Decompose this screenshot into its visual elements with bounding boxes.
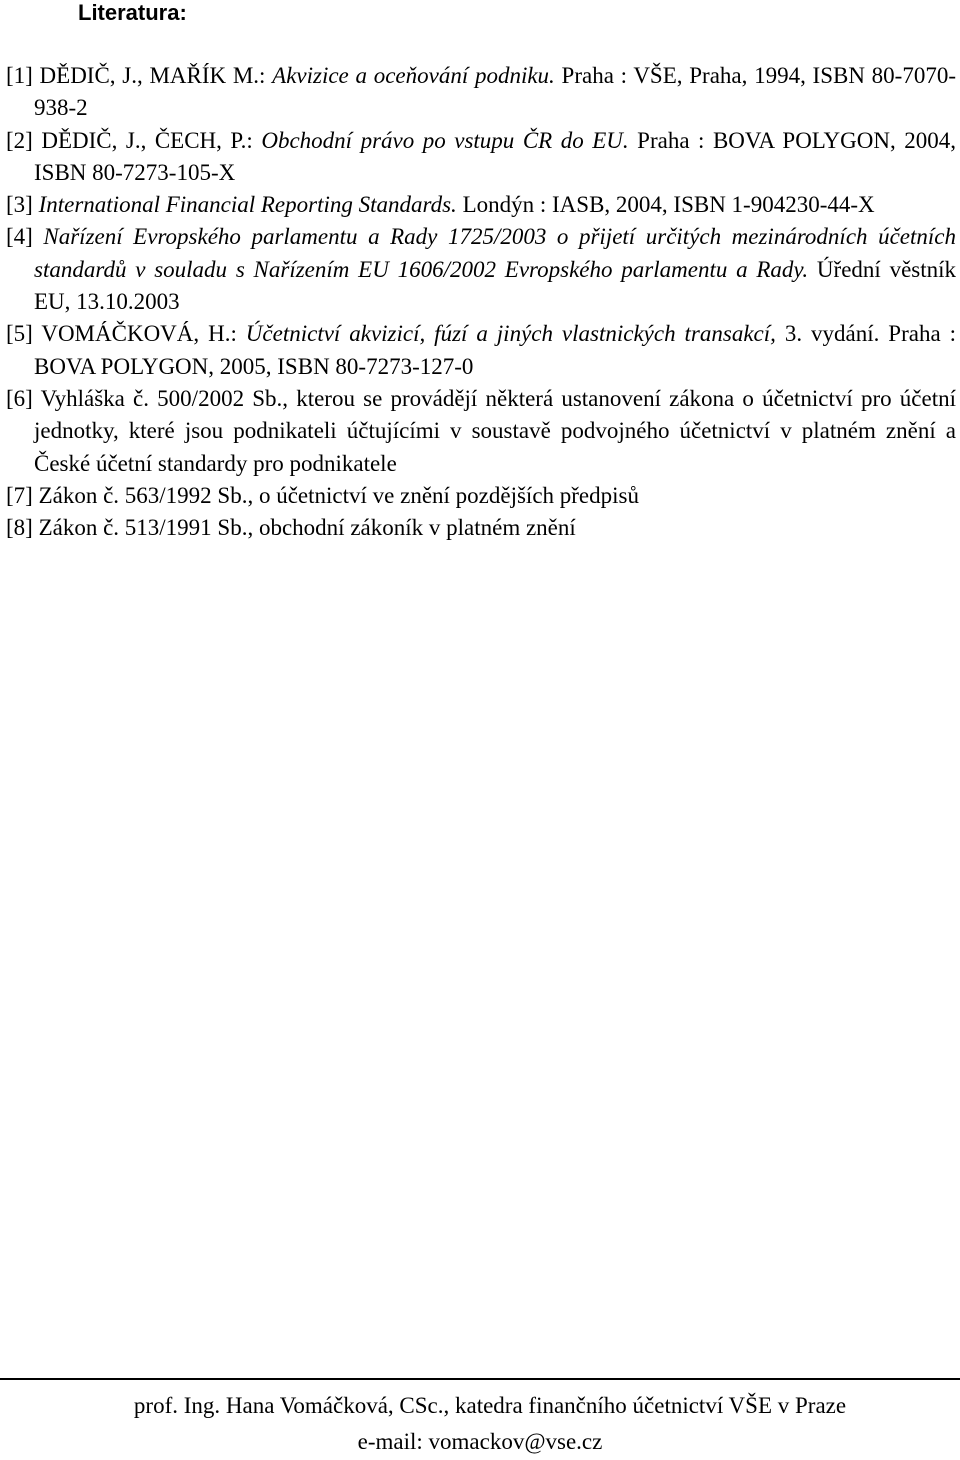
reference-item-5 — [0, 318, 956, 383]
reference-title: International Financial Reporting Standards. — [38, 192, 457, 218]
reference-authors: [1] DĚDIČ, J., MAŘÍK M.: — [6, 63, 273, 88]
reference-item-1 — [0, 60, 956, 125]
reference-publication: Londýn : IASB, 2004, ISBN 1-904230-44-X — [456, 192, 875, 218]
reference-list — [0, 60, 956, 544]
reference-publication: Úřední věstník EU, 13.10.2003 — [34, 256, 957, 315]
reference-item-2 — [0, 125, 956, 190]
section-heading: Literatura: — [78, 0, 187, 25]
reference-text: [8] Zákon č. 513/1991 Sb., obchodní zákoník v platném znění — [6, 515, 576, 541]
reference-item-4 — [0, 221, 956, 318]
reference-authors: [2] DĚDIČ, J., ČECH, P.: — [6, 127, 262, 153]
reference-publication: 3. vydání. Praha : BOVA POLYGON, 2005, ISBN 80-7273-127-0 — [34, 321, 957, 379]
reference-title: Obchodní právo po vstupu ČR do EU. — [261, 127, 629, 153]
page-footer — [0, 1388, 960, 1460]
reference-title: Nařízení Evropského parlamentu a Rady 1725/2003 o přijetí určitých mezinárodních účetních standardů v souladu s Nařízením EU 1606/2002 Evropského parlamentu a Rady. — [34, 224, 956, 282]
reference-publication: Praha : VŠE, Praha, 1994, ISBN 80-7070-938-2 — [34, 63, 956, 121]
reference-publication: Praha : BOVA POLYGON, 2004, ISBN 80-7273-105-X — [34, 127, 957, 185]
reference-title: Účetnictví akvizicí, fúzí a jiných vlastnických transakcí, — [245, 321, 776, 347]
footer-email: e-mail: vomackov@vse.cz — [357, 1429, 603, 1454]
reference-item-3 — [0, 189, 956, 221]
reference-authors: [5] VOMÁČKOVÁ, H.: — [6, 321, 246, 347]
reference-title: Akvizice a oceňování podniku. — [272, 63, 555, 88]
footer-divider — [0, 1378, 960, 1380]
reference-number: [3] — [6, 192, 39, 218]
footer-author: prof. Ing. Hana Vomáčková, CSc., katedra finančního účetnictví VŠE v Praze — [133, 1393, 847, 1418]
reference-item-7 — [0, 480, 956, 512]
reference-number: [4] — [6, 224, 44, 250]
reference-item-8 — [0, 512, 956, 544]
reference-text: [6] Vyhláška č. 500/2002 Sb., kterou se provádějí některá ustanovení zákona o účetnictví pro účetní jednotky, které jsou podnikateli účtujícími v soustavě podvojného účetnictví v platném znění a České účetní standardy pro podnikatele — [6, 385, 956, 476]
reference-item-6 — [0, 383, 956, 480]
reference-text: [7] Zákon č. 563/1992 Sb., o účetnictví ve znění pozdějších předpisů — [6, 482, 639, 508]
